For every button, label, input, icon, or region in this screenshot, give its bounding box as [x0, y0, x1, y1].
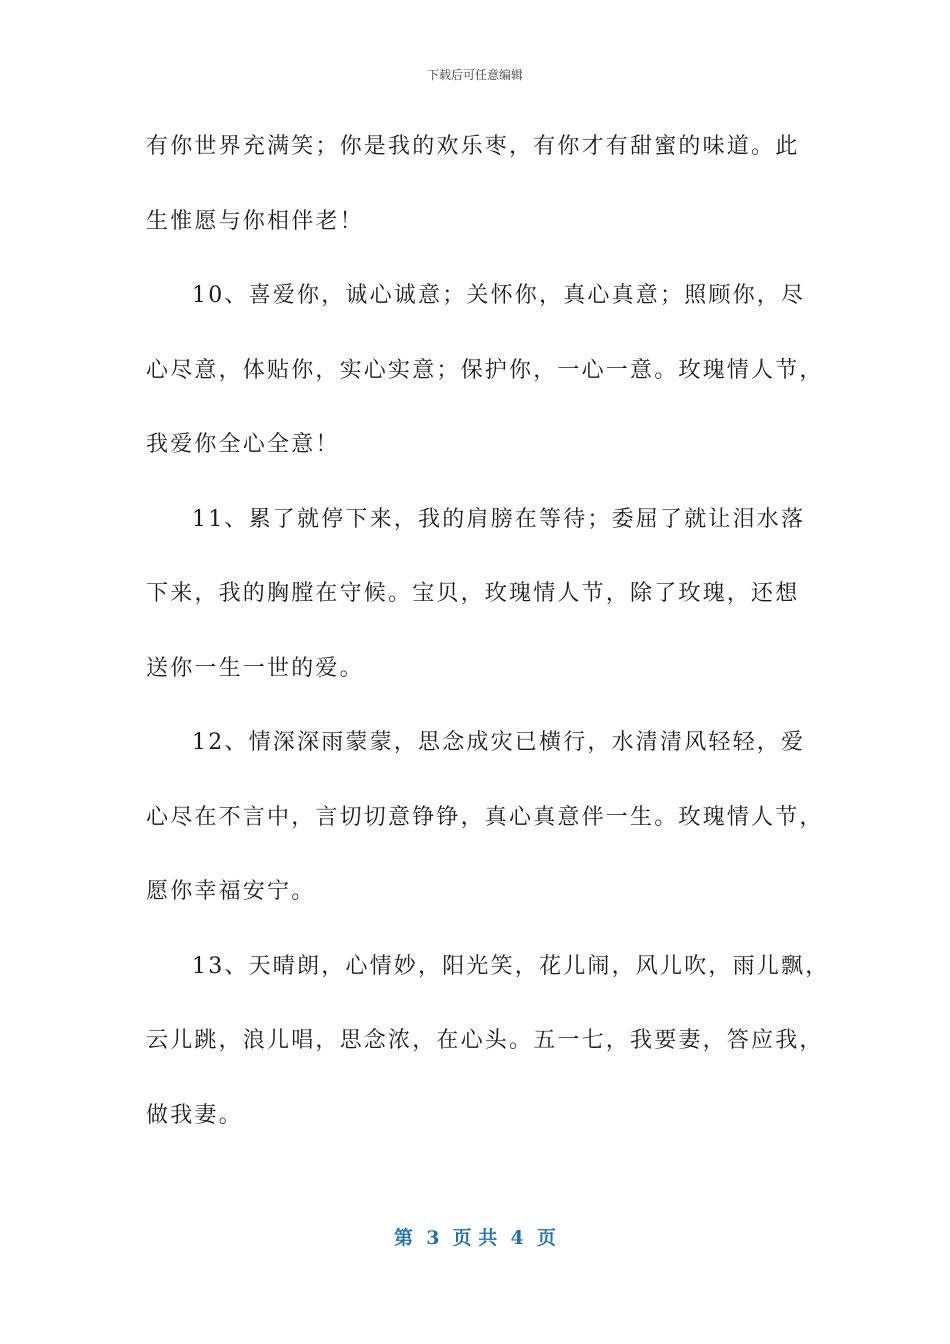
paragraph-start-line: 11、累了就停下来，我的肩膀在等待；委屈了就让泪水落 — [192, 506, 806, 532]
text-line: 心尽意，体贴你，实心实意；保护你，一心一意。玫瑰情人节， — [146, 357, 824, 383]
text-line: 愿你幸福安宁。 — [146, 879, 316, 904]
page-number-footer: 第 3 页 共 4 页 — [394, 1227, 556, 1249]
text-line: 送你一生一世的爱。 — [146, 655, 364, 681]
document-body — [146, 127, 830, 1170]
paragraph-start-line: 10、喜爱你，诚心诚意；关怀你，真心真意；照顾你，尽 — [192, 283, 806, 308]
text-line: 生惟愿与你相伴老！ — [146, 208, 364, 234]
page-header: 下载后可任意编辑 — [426, 68, 523, 82]
text-line: 下来，我的胸膛在守候。宝贝，玫瑰情人节，除了玫瑰，还想 — [146, 581, 800, 606]
text-line: 心尽在不言中，言切切意铮铮，真心真意伴一生。玫瑰情人节， — [146, 804, 824, 830]
paragraph-start-line: 12、情深深雨蒙蒙，思念成灾已横行，水清清风轻轻，爱 — [192, 730, 806, 755]
text-line: 我爱你全心全意！ — [146, 432, 340, 457]
paragraph-start-line: 13、天晴朗，心情妙，阳光笑，花儿闹，风儿吹，雨儿飘， — [192, 953, 830, 979]
text-line: 云儿跳，浪儿唱，思念浓，在心头。五一七，我要妻，答应我， — [146, 1028, 824, 1053]
text-line: 做我妻。 — [146, 1102, 243, 1128]
text-line: 有你世界充满笑；你是我的欢乐枣，有你才有甜蜜的味道。此 — [146, 134, 800, 159]
